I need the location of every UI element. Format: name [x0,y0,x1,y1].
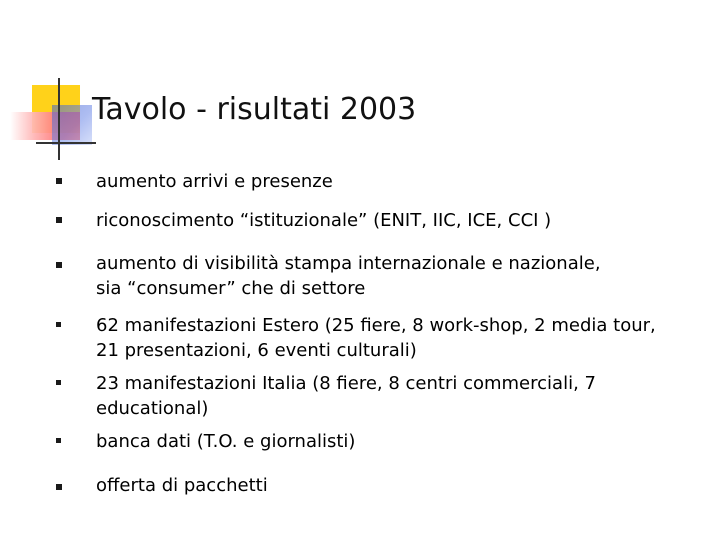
bullet-text: offerta di pacchetti [96,475,268,496]
bullet-square-icon [56,322,61,327]
bullet-square-icon [56,380,61,385]
bullet-square-icon [56,438,61,443]
bullet-text: aumento arrivi e presenze [96,171,333,192]
bullet-square-icon [56,178,62,184]
bullet-text: aumento di visibilità stampa internazionale e nazionale, sia “consumer” che di settore [96,253,601,299]
bullet-text: banca dati (T.O. e giornalisti) [96,431,356,452]
bullet-text: riconoscimento “istituzionale” (ENIT, IIC, ICE, CCI ) [96,210,552,231]
decorative-vertical-line [58,78,60,160]
slide-title: Tavolo - risultati 2003 [92,92,417,127]
decorative-horizontal-line [36,142,96,144]
bullet-text: 23 manifestazioni Italia (8 fiere, 8 centri commerciali, 7 educational) [96,373,596,419]
bullet-square-icon [56,262,62,268]
bullet-square-icon [56,484,62,490]
bullet-square-icon [56,217,62,223]
bullet-text: 62 manifestazioni Estero (25 fiere, 8 work-shop, 2 media tour, 21 presentazioni, 6 eventi culturali) [96,315,656,361]
